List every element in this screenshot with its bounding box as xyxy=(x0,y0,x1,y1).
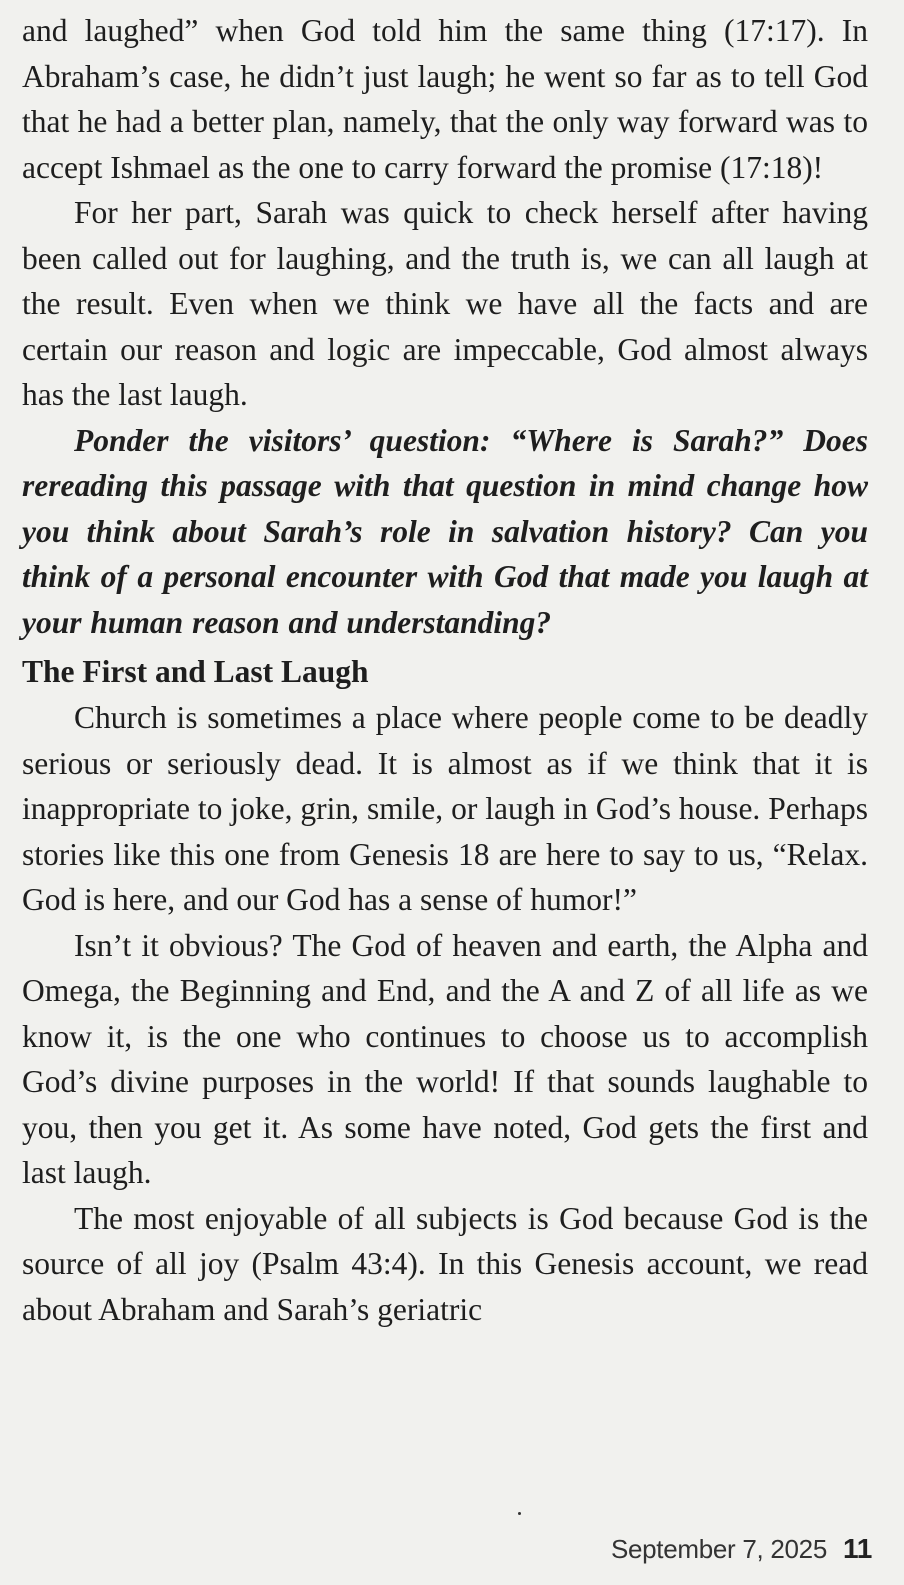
section-heading: The First and Last Laugh xyxy=(22,654,369,689)
body-paragraph: Church is sometimes a place where people come to be deadly serious or seriously dead. It is almost as if we think that it is inappropriate to joke, grin, smile, or laugh in God’s house. Perhaps stories like this one from Genesis 18 are here to say to us, “Relax. God is here, and our God has a sense of humor!” xyxy=(22,700,868,917)
footer-date: September 7, 2025 xyxy=(610,1534,827,1564)
body-paragraph: The most enjoyable of all subjects is God because God is the source of all joy (Psalm 43:4). In this Genesis account, we read about Abraham and Sarah’s geriatric xyxy=(22,1200,868,1327)
reflection-question: Ponder the visitors’ question: “Where is Sarah?” Does rereading this passage with that question in mind change how you think about Sarah’s role in salvation history? Can you think of a personal encounter with God that made you laugh at your human reason and understanding? xyxy=(22,422,868,640)
body-paragraph: For her part, Sarah was quick to check herself after having been called out for laughing, and the truth is, we can all laugh at the result. Even when we think we have all the facts and are certain our reason and logic are impeccable, God almost always has the last laugh. xyxy=(22,195,868,412)
page-number: 11 xyxy=(843,1533,872,1564)
page-content xyxy=(22,8,868,1332)
body-paragraph-continued: and laughed” when God told him the same thing (17:17). In Abraham’s case, he didn’t just laugh; he went so far as to tell God that he had a better plan, namely, that the only way forward was to accept Ishmael as the one to carry forward the promise (17:18)! xyxy=(22,13,868,185)
print-speck xyxy=(518,1512,521,1515)
body-paragraph: Isn’t it obvious? The God of heaven and earth, the Alpha and Omega, the Beginning and End, and the A and Z of all life as we know it, is the one who continues to choose us to accomplish God’s divine purposes in the world! If that sounds laughable to you, then you get it. As some have noted, God gets the first and last laugh. xyxy=(22,927,868,1190)
page-footer xyxy=(611,1533,872,1565)
